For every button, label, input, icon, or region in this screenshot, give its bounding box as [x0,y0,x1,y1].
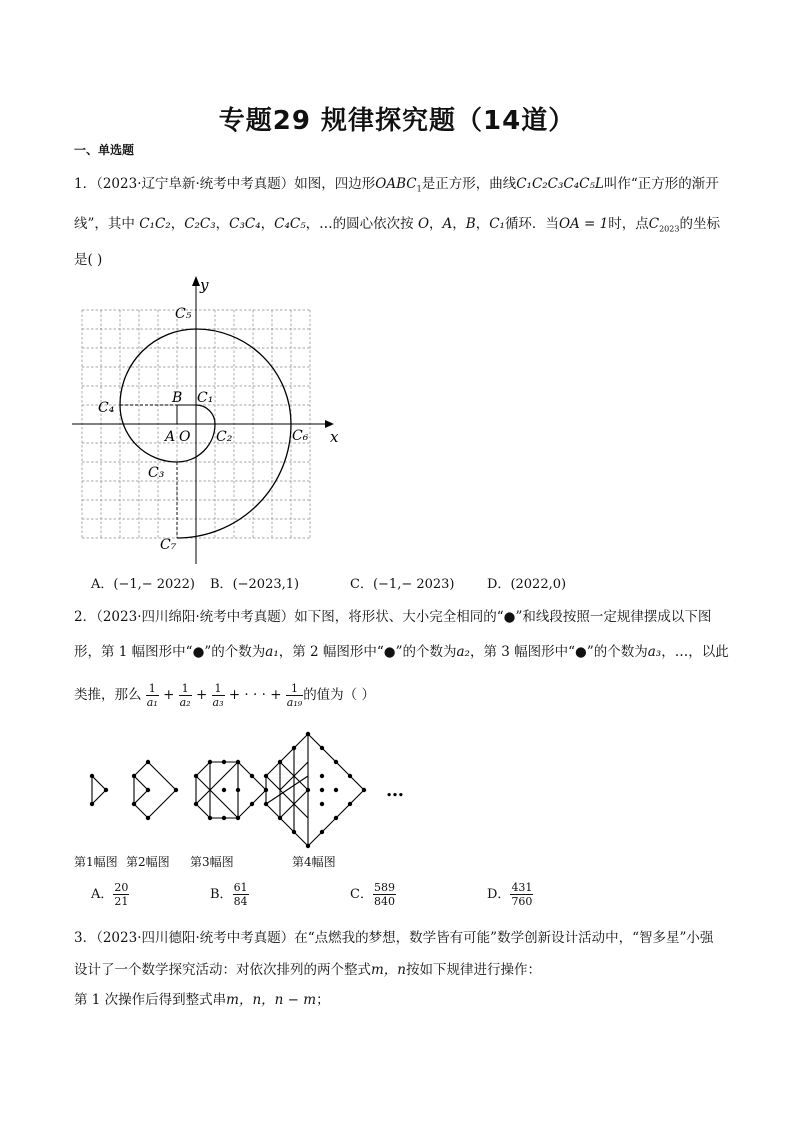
label-c5: C₅ [175,306,192,322]
fig4-shape [266,734,364,846]
q1-option-d-value: (2022,0) [510,577,567,592]
q2-frac-1: $\frac{1}{\text{a₁}}$ [146,682,158,709]
q3-expr: n − m [274,992,317,1008]
q2-text-c: ，第 3 幅图形中“●”的个数为 [469,644,648,660]
fig3-shape [196,762,266,818]
q1-option-c-label: C． [350,577,373,592]
fig-ellipsis: … [386,780,404,801]
q2-line3 [74,682,375,709]
q1-quad: OABC [375,176,417,192]
q2-a1: a₁ [265,644,279,660]
q2-a2: a₂ [456,644,470,660]
q2-frac-2: $\frac{1}{\text{a₂}}$ [179,682,191,709]
q2-frac-3: $\frac{1}{\text{a₃}}$ [212,682,224,709]
q3-line2 [74,958,541,978]
caption-fig4: 第4幅图 [292,855,336,869]
q2-frac-19: $\frac{1}{\text{a₁₉}}$ [286,682,303,709]
square-sides [177,405,196,424]
q3-line1: 3．（2023·四川德阳·统考中考真题）在“点燃我的梦想，数学皆有可能”数学创新设计活动中，“智多星”小强 [74,930,714,946]
q1-text-d: 线”，其中 [74,216,135,232]
caption-fig2: 第2幅图 [126,855,170,869]
q1-arc-3: C₃C₄ [229,216,261,232]
q3-mn: m，n [371,962,406,978]
q2-text-b: ，第 2 幅图形中“●”的个数为 [278,644,457,660]
x-axis-arrow-icon [325,420,334,428]
q2-a3: a₃ [647,644,662,660]
q2-option-c[interactable] [350,881,396,908]
label-c4: C₄ [98,400,115,416]
q1-point-sub: 2023 [659,224,680,234]
label-a: A [165,429,176,445]
q1-option-b[interactable] [210,573,299,592]
q2-line2 [74,640,729,660]
q2-line1: 2．（2023·四川绵阳·统考中考真题）如下图，将形状、大小完全相同的“●”和线段按照一定规律摆成以下图 [74,609,712,625]
q2-plus-3: + [228,687,241,703]
q3-text-b: 按如下规律进行操作： [406,962,541,978]
q1-line1 [74,172,719,194]
q1-text-c: 叫作“正方形的渐开 [603,176,719,192]
q1-figure [68,272,350,564]
q1-option-d[interactable] [487,573,566,592]
q1-center-b: B [465,216,476,232]
q2-text-d: ，…，以此 [661,644,729,660]
q2-option-d-label: D． [487,887,511,902]
section-heading: 一、单选题 [74,143,135,157]
fig2-shape [134,762,176,818]
q1-condition: OA = 1 [558,216,609,232]
q2-plus-4: + [270,687,282,703]
q1-option-a-label: A． [91,577,114,592]
q1-quad-sub: 1 [416,184,422,194]
q1-option-d-label: D． [487,577,511,592]
q2-option-a-label: A． [91,887,114,902]
label-c7: C₇ [160,537,177,553]
q2-dots: · · · [244,687,266,703]
q3-text-a: 设计了一个数学探究活动：对依次排列的两个整式 [74,962,371,978]
q1-center-c1: C₁ [489,216,505,232]
q1-line3: 是( ) [74,252,103,268]
q1-arc-1: C₁C₂ [139,216,171,232]
q2-option-a-frac: $\frac{20}{21}$ [114,881,129,908]
caption-fig3: 第3幅图 [190,855,234,869]
q1-text-e: ，…的圆心依次按 [305,216,414,232]
q2-option-d-frac: $\frac{431}{760}$ [511,881,533,908]
q3-text-end: ； [316,992,330,1008]
q1-text-f: 循环．当 [504,216,559,232]
q2-option-b-frac: $\frac{61}{84}$ [233,881,248,908]
q1-text-h: 的坐标 [679,216,720,232]
q1-option-c-value: (−1,− 2023) [372,577,455,592]
label-x: x [330,428,339,446]
q1-option-a-value: (−1,− 2022) [113,577,195,592]
q1-option-a[interactable] [91,573,195,592]
label-c3: C₃ [148,465,165,481]
q2-option-b-label: B． [210,887,233,902]
q3-text-c: 第 1 次操作后得到整式串 [74,992,227,1008]
q1-center-a: A [442,216,453,232]
q2-option-b[interactable] [210,881,249,908]
q2-option-d[interactable] [487,881,533,908]
label-b: B [172,390,183,406]
q2-text-e: 类推，那么 [74,687,142,703]
q2-plus-2: + [195,687,208,703]
q2-text-a: 形，第 1 幅图形中“●”的个数为 [74,644,266,660]
page-title: 专题29 规律探究题（14道） [218,106,576,136]
q1-option-b-value: (−2023,1) [232,577,300,592]
q1-center-o: O [417,216,430,232]
fig-dots [90,732,366,848]
q1-option-c[interactable] [350,573,455,592]
q1-text-g: 时，点 [608,216,649,232]
q2-figure [70,730,430,858]
q2-option-c-label: C． [350,887,373,902]
q1-arc-4: C₄C₅ [274,216,306,232]
q1-line2: 线”，其中 C₁C₂，C₂C₃，C₃C₄，C₄C₅，…的圆心依次按 O，A，B，C₁循环．当OA = 1时，点$C_{2023}$的坐标 [74,216,720,234]
label-o: O [179,429,191,445]
y-axis-arrow-icon [192,276,200,286]
label-c2: C₂ [216,429,233,445]
q1-arc-2: C₂C₃ [184,216,216,232]
caption-fig1: 第1幅图 [74,855,118,869]
q3-terms: m，n， [226,992,275,1008]
label-c1: C₁ [197,390,214,406]
involute-curve [120,329,291,538]
q1-point: C [648,216,660,232]
q3-line3 [74,988,330,1008]
q2-option-c-frac: $\frac{589}{840}$ [373,881,395,908]
q1-option-b-label: B． [210,577,233,592]
q2-text-f: 的值为（ ） [303,687,375,703]
q2-option-a[interactable] [91,881,129,908]
label-y: y [200,276,209,294]
q1-curve: C₁C₂C₃C₄C₅L [516,176,604,192]
q1-text-a: 1．（2023·辽宁阜新·统考中考真题）如图，四边形 [74,176,376,192]
q1-text-b: 是正方形，曲线 [421,176,517,192]
q2-plus-1: + [163,687,175,703]
label-c6: C₆ [292,428,309,444]
